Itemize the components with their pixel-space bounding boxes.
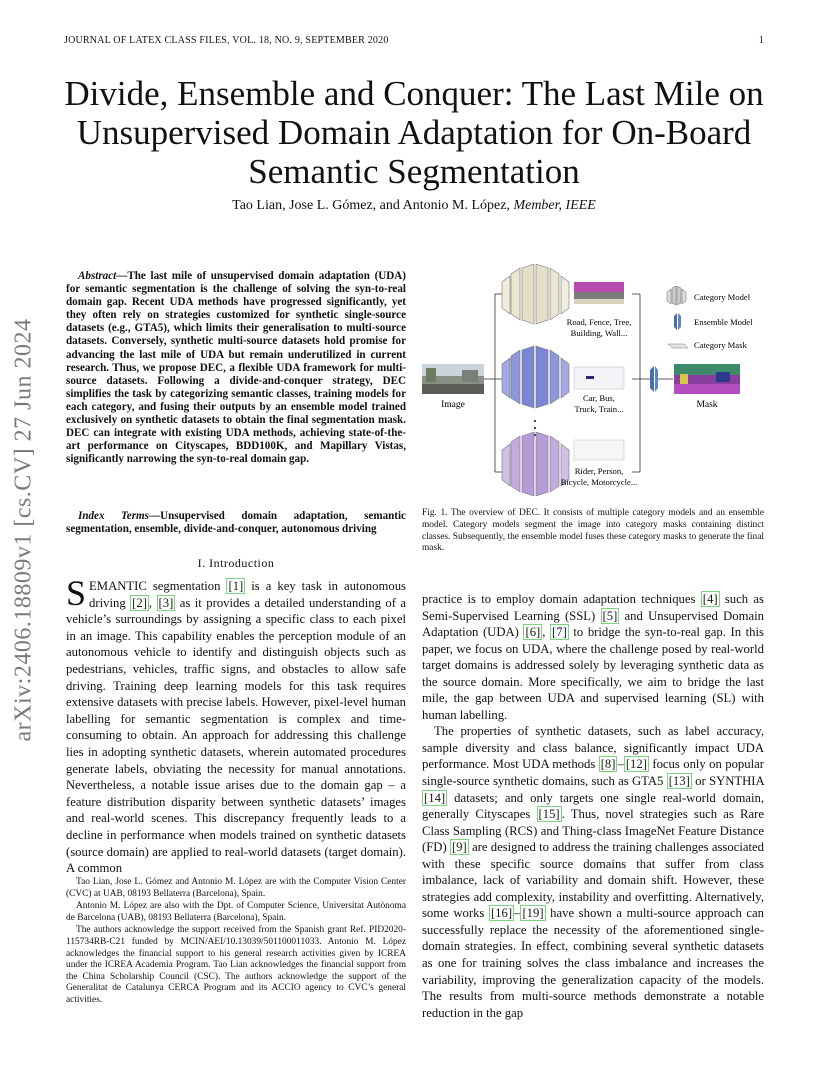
- citation-link[interactable]: [19]: [522, 906, 544, 921]
- index-terms: [66, 510, 406, 536]
- citation-link[interactable]: [13]: [668, 774, 690, 789]
- citation-link[interactable]: [5]: [602, 608, 618, 623]
- group-1-classes-line-2: Building, Wall...: [570, 328, 628, 338]
- citation-link[interactable]: [8]: [600, 757, 616, 772]
- arxiv-id: arXiv:2406.18809v1 [cs.CV] 27 Jun 2024: [10, 318, 37, 742]
- citation-link[interactable]: [3]: [158, 595, 174, 610]
- intro-column-1: [66, 573, 406, 877]
- section-heading: I. Introduction: [197, 556, 275, 570]
- citation-link[interactable]: [16]: [490, 906, 513, 921]
- dec-overview-diagram: [418, 264, 768, 496]
- citation-link[interactable]: [4]: [702, 592, 718, 606]
- intro-paragraph-1-continued: practice is to employ domain adaptation techniques [4] such as Semi-Supervised Learning (SSL) [5] and Unsupervised Domain Adaptation (UDA) [6] , [7] to bridge the syn-to-real gap. In this paper, we focus on UDA, where the challenge posed by real-world target domains is addressed solely by leveraging synthetic data as the source domain. More specifically, we aim to bridge the last mile, the gap between UDA and supervised learning (SL) with human labelling.: [422, 592, 764, 722]
- citation-link[interactable]: [14]: [424, 790, 446, 805]
- index-terms-label: Index Terms: [78, 510, 149, 522]
- index-terms-text: —Unsupervised domain adaptation, semantic segmentation, ensemble, divide-and-conquer, autonomous driving: [66, 510, 406, 536]
- footnote-funding: The authors acknowledge the support received from the Spanish grant Ref. PID2020-115734RB-C21 funded by MCIN/AEI/10.13039/501100011033. Antonio M. López acknowledges the financial support to his general research activities given by ICREA under the ICREA Academia Program. Tao Lian acknowledges the financial support from the China Scholarship Council (CSC). The authors acknowledge the support of the Generalitat de Catalunya CERCA Program and its ACCIO agency to CVC’s general activities.: [66, 925, 406, 1005]
- figure-legend: [667, 286, 753, 350]
- author-line: [40, 198, 788, 214]
- intro-column-2: [422, 591, 764, 1021]
- abstract: [66, 270, 406, 466]
- output-mask: [674, 364, 740, 394]
- legend-category-mask-icon: [668, 344, 688, 348]
- figure-1-caption: Fig. 1. The overview of DEC. It consists of multiple category models and an ensemble model. Category models segment the image into category masks containing distinct classes. Subsequently, the ensemble model fuses these category masks to generate the final mask.: [422, 508, 764, 554]
- category-model-group-1: [502, 264, 624, 324]
- running-header: [64, 35, 764, 46]
- group-3-classes-line-1: Rider, Person,: [574, 466, 624, 476]
- legend-category-mask: Category Mask: [694, 340, 747, 350]
- author-membership: Member, IEEE: [513, 198, 596, 213]
- abstract-text: —The last mile of unsupervised domain adaptation (UDA) for semantic segmentation is the challenge of solving the syn-to-real domain gap. Recent UDA methods have progressed significantly, yet they often rely on strategies customized for synthetic single-source datasets (e.g., GTA5), which limits their generalisation to multi-source datasets. Conversely, synthetic multi-source datasets hold promise for advancing the last mile of UDA but remain underutilized in current research. Thus, we propose DEC, a flexible UDA framework for multi-source datasets. Following a divide-and-conquer strategy, DEC simplifies the task by categorizing semantic classes, training models for each category, and fusing their outputs by an ensemble model trained exclusively on synthetic datasets to obtain the final segmentation mask. DEC can integrate with existing UDA methods, achieving state-of-the-art performance on Cityscapes, BDD100K, and Mapillary Vistas, significantly narrowing the syn-to-real domain gap.: [66, 270, 406, 466]
- legend-ensemble-model-icon: [674, 313, 681, 330]
- intro-paragraph-2: The properties of synthetic datasets, such as label accuracy, sample diversity and class balance, significantly impact UDA performance. Most UDA methods [8] – [12] focus only on popular single-source synthetic domains, such as GTA5 [13] or SYNTHIA [14] datasets; and only targets one single real-world domain, generally Cityscapes [15] . Thus, novel strategies such as Rare Class Sampling (RCS) and Thing-class ImageNet Feature Distance (FD) [9] are designed to address the training challenges associated with these specific source domains that suffer from class imbalance, lack of variability and domain shift. However, these strategies add complexity, instability and overfitting. Alternatively, some works [16] – [19] have shown a multi-source approach can successfully replace the necessity of the aforementioned single-domain strategies. In effect, combining several synthetic datasets as one for training solves the class imbalance and increases the variability, improving the generalization capacity of the models. The results from multi-source methods demonstrate a notable reduction in the gap: [422, 724, 764, 1020]
- abstract-label: Abstract: [78, 270, 117, 282]
- journal-name: JOURNAL OF LATEX CLASS FILES, VOL. 18, NO. 9, SEPTEMBER 2020: [64, 35, 389, 46]
- footnotes: [66, 877, 406, 1007]
- legend-category-model-icon: [667, 286, 686, 305]
- drop-cap: S: [66, 573, 87, 613]
- arxiv-stamp: [4, 290, 44, 770]
- footnote-affiliation-2: Antonio M. López are also with the Dpt. of Computer Science, Universitat Autònoma de Barcelona (UAB), 08193 Bellaterra (Barcelona), Spain.: [66, 901, 406, 923]
- footnote-affiliation: Tao Lian, Jose L. Gómez and Antonio M. López are with the Computer Vision Center (CVC) at UAB, 08193 Bellaterra (Barcelona), Spain.: [66, 877, 406, 899]
- intro-paragraph-1: SEMANTIC segmentation [1] is a key task in autonomous driving [2] , [3] as it provides a detailed understanding of a vehicle’s surroundings by assigning a specific class to each pixel in an image. This capability enables the perception module of an autonomous vehicle to identify and distinguish objects such as pedestrians, vehicles, traffic signs, and obstacles to allow safe driving. Training deep learning models for this task requires extensive datasets with precise labels. However, pixel-level human labelling for semantic segmentation is complex and time-consuming to obtain. An approach for addressing this challenge lies in adopting synthetic datasets, wherein automated procedures generate labels, obviating the necessity for manual annotations. Nevertheless, a notable issue arises due to the domain gap – a feature distribution disparity between synthetic datasets’ images and real-world scenes. This discrepancy frequently leads to a decline in performance when models trained on synthetic datasets (source domain) are applied to real-world datasets (target domain). A common: [66, 573, 406, 876]
- citation-link[interactable]: [2]: [132, 595, 147, 610]
- legend-category-model: Category Model: [694, 292, 751, 302]
- paper-title: Divide, Ensemble and Conquer: The Last Mile on Unsupervised Domain Adaptation for On-Board Semantic Segmentation: [64, 74, 764, 191]
- citation-link[interactable]: [1]: [228, 579, 244, 593]
- citation-link[interactable]: [9]: [451, 840, 467, 855]
- input-image-thumbnail: [422, 364, 484, 394]
- author-names: Tao Lian, Jose L. Gómez, and Antonio M. López,: [232, 198, 510, 213]
- citation-link[interactable]: [15]: [538, 807, 560, 822]
- group-3-classes-line-2: Bicycle, Motorcycle...: [560, 477, 638, 487]
- citation-link[interactable]: [6]: [525, 625, 541, 640]
- citation-link[interactable]: [7]: [552, 625, 567, 640]
- legend-ensemble-model: Ensemble Model: [694, 317, 753, 327]
- group-2-classes-line-2: Truck, Train...: [574, 404, 624, 414]
- figure-1-overview: [418, 264, 768, 496]
- input-label: Image: [441, 400, 465, 410]
- output-label: Mask: [696, 400, 718, 410]
- group-2-classes-line-1: Car, Bus,: [583, 393, 615, 403]
- citation-link[interactable]: [12]: [625, 757, 647, 772]
- ensemble-model: [650, 366, 658, 392]
- page-number: 1: [758, 35, 764, 46]
- group-1-classes-line-1: Road, Fence, Tree,: [566, 317, 632, 327]
